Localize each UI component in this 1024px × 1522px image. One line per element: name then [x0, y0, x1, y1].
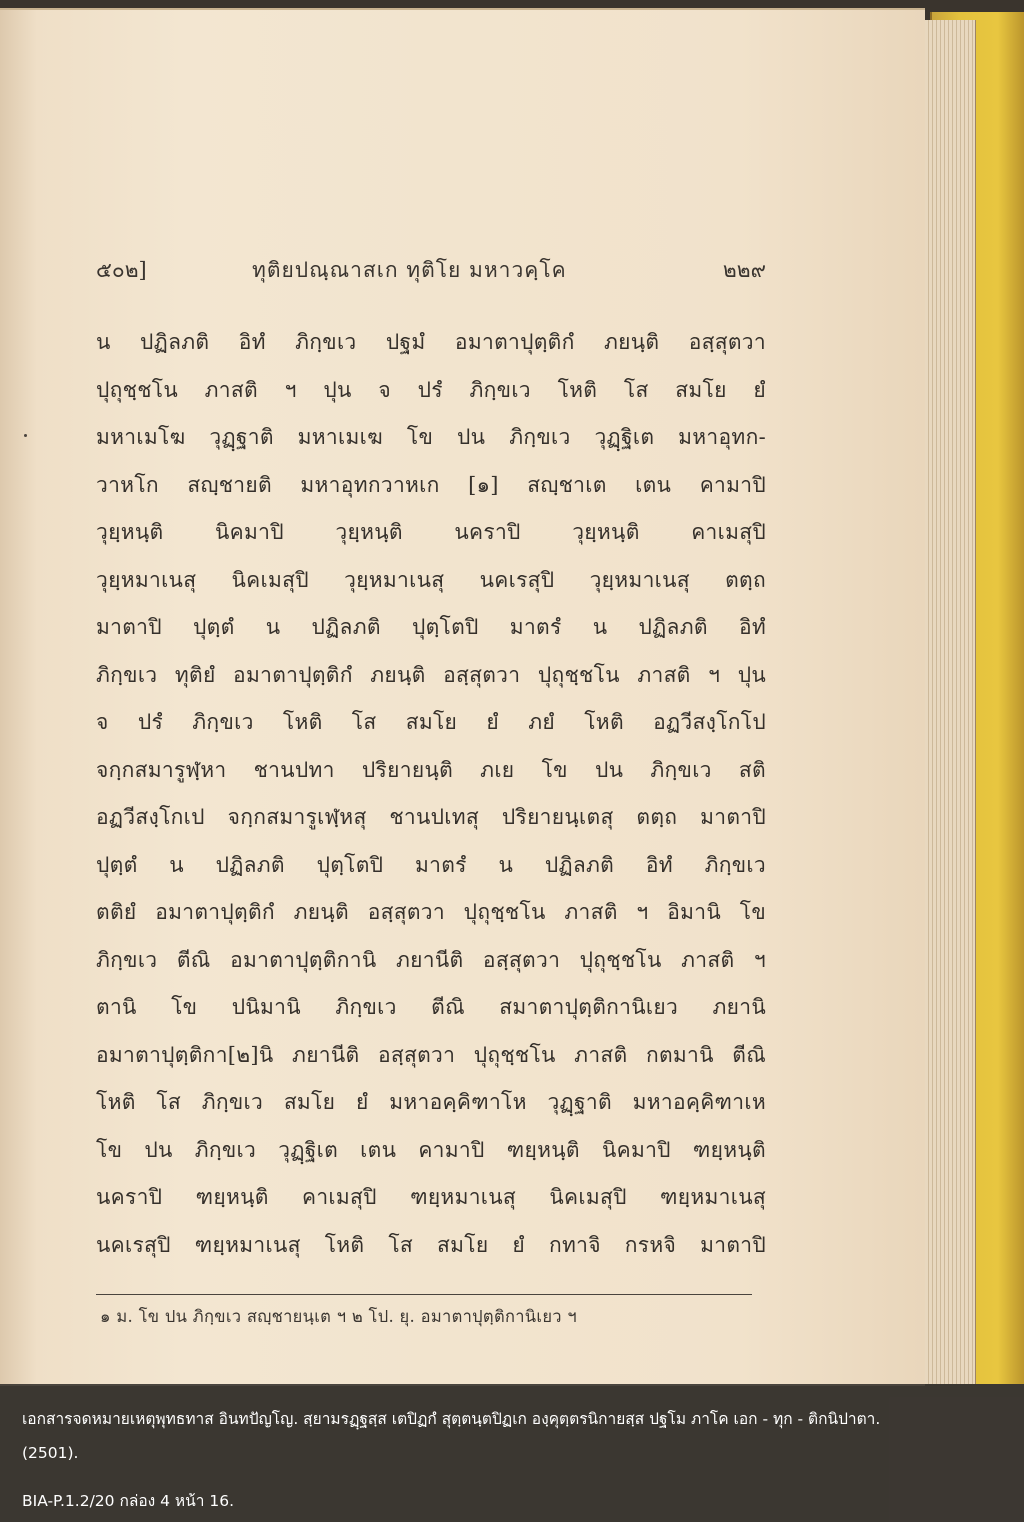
- text-line: มหาเมโฆ วุฏฺฐาติ มหาเมเฆ โข ปน ภิกฺขเว วุฏฺฐิเต มหาอุทก-: [96, 425, 766, 449]
- text-line: ภิกฺขเว ทุติยํ อมาตาปุตฺติกํ ภยนฺติ อสฺสุตวา ปุถุชฺชโน ภาสติ ฯ ปุน: [96, 662, 766, 687]
- text-line: ปุตฺตํ น ปฏิลภติ ปุตฺโตปิ มาตรํ น ปฏิลภติ อิทํ ภิกฺขเว: [96, 852, 766, 877]
- footnote: ๑ ม. โข ปน ภิกฺขเว สญฺชายนฺเต ฯ ๒ โป. ยุ. อมาตาปุตฺติกานิเยว ฯ: [100, 1307, 577, 1326]
- margin-mark: [24, 434, 27, 437]
- chapter-title: ทุติยปณฺณาสเก ทุติโย มหาวคฺโค: [252, 258, 567, 282]
- text-line: จกฺกสมารูฬฺหา ชานปทา ปริยายนฺติ ภเย โข ปน ภิกฺขเว สติ: [96, 757, 766, 782]
- text-line: น ปฏิลภติ อิทํ ภิกฺขเว ปฐมํ อมาตาปุตฺติกํ ภยนฺติ อสฺสุตวา: [96, 330, 766, 354]
- text-line: อฏวีสงฺโกเป จกฺกสมารูเฬฺหสุ ชานปเทสุ ปริยายนฺเตสุ ตตฺถ มาตาปิ: [96, 805, 766, 829]
- caption-reference: BIA-P.1.2/20 กล่อง 4 หน้า 16.: [22, 1492, 235, 1510]
- running-head: [96, 254, 766, 294]
- text-line: ภิกฺขเว ตีณิ อมาตาปุตฺติกานิ ภยานีติ อสฺสุตวา ปุถุชฺชโน ภาสติ ฯ: [96, 947, 766, 972]
- page-number: ๒๒๙: [722, 258, 766, 282]
- text-line: วุยฺหมาเนสุ นิคเมสุปิ วุยฺหมาเนสุ นคเรสุปิ วุยฺหมาเนสุ ตตฺถ: [96, 567, 766, 592]
- text-line: จ ปรํ ภิกฺขเว โหติ โส สมโย ยํ ภยํ โหติ อฏวีสงฺโกโป: [96, 710, 766, 734]
- text-line: นคราปิ ฑยฺหนฺติ คาเมสุปิ ฑยฺหมาเนสุ นิคเมสุปิ ฑยฺหมาเนสุ: [96, 1185, 766, 1209]
- footnote-divider: [96, 1294, 752, 1295]
- caption-year: (2501).: [22, 1444, 79, 1462]
- text-line: โหติ โส ภิกฺขเว สมโย ยํ มหาอคฺคิฑาโห วุฏฺฐาติ มหาอคฺคิฑาเห: [96, 1090, 766, 1114]
- text-line: มาตาปิ ปุตฺตํ น ปฏิลภติ ปุตฺโตปิ มาตรํ น ปฏิลภติ อิทํ: [96, 615, 766, 639]
- text-line: ตติยํ อมาตาปุตฺติกํ ภยนฺติ อสฺสุตวา ปุถุชฺชโน ภาสติ ฯ อิมานิ โข: [96, 900, 766, 924]
- text-line: ปุถุชฺชโน ภาสติ ฯ ปุน จ ปรํ ภิกฺขเว โหติ โส สมโย ยํ: [96, 377, 766, 402]
- section-number: ๕๐๒]: [96, 258, 147, 282]
- body-text: [96, 322, 766, 1272]
- text-line: นคเรสุปิ ฑยฺหมาเนสุ โหติ โส สมโย ยํ กทาจิ กรหจิ มาตาปิ: [96, 1232, 766, 1257]
- text-line: วาหโก สญฺชายติ มหาอุทกวาหเก [๑] สญฺชาเต เตน คามาปิ: [96, 472, 766, 497]
- text-line: โข ปน ภิกฺขเว วุฏฺฐิเต เตน คามาปิ ฑยฺหนฺติ นิคมาปิ ฑยฺหนฺติ: [96, 1137, 766, 1162]
- text-line: วุยฺหนฺติ นิคมาปิ วุยฺหนฺติ นคราปิ วุยฺหนฺติ คาเมสุปิ: [96, 520, 766, 544]
- book-page: [0, 8, 925, 1386]
- caption-bar: [0, 1384, 1024, 1522]
- text-line: ตานิ โข ปนิมานิ ภิกฺขเว ตีณิ สมาตาปุตฺติกานิเยว ภยานิ: [96, 995, 766, 1019]
- text-line: อมาตาปุตฺติกา[๒]นิ ภยานีติ อสฺสุตวา ปุถุชฺชโน ภาสติ กตมานิ ตีณิ: [96, 1042, 766, 1067]
- caption-title: เอกสารจดหมายเหตุพุทธทาส อินทปัญโญ. สฺยามรฏฺฐสฺส เตปิฏกํ สุตฺตนฺตปิฏเก องฺคุตฺตรนิกายสฺส ปฐโม ภาโค เอก - ทุก - ติกนิปาตา.: [22, 1410, 881, 1428]
